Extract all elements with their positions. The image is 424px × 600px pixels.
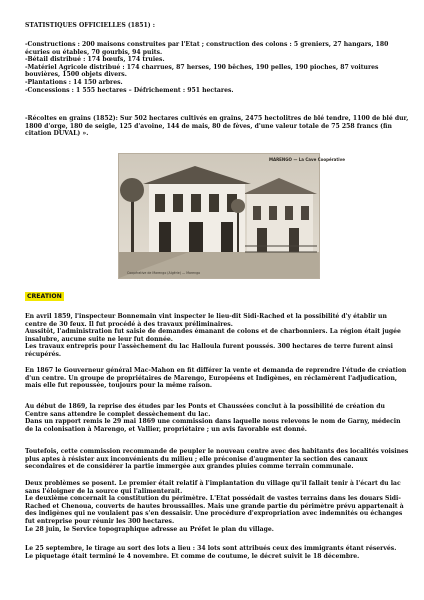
creation-paragraph: Deux problèmes se posent. Le premier était relatif à l'implantation du village qu'il fallait tenir à l'écart du lac sans l'éloigner de la source qui l'alimenterait. Le deuxième concernait la constitution du périmètre. L'Etat possédait de vastes terrains dans les douars Sidi-Rached et Chenoua, couverts de hautes broussailles. Mais une grande partie du périmètre prévu appartenait à des indigènes qui ne voulaient pas s'en dessaisir. Une procédure d'expropriation avec indemnités ou échanges fut entreprise pour réunir les 300 hectares. Le 28 juin, le Service topographique adresse au Préfet le plan du village. [25,480,404,533]
creation-paragraph: Toutefois, cette commission recommande de peupler le nouveau centre avec des habitants des localités voisines plus aptes à résister aux inconvénients du milieu ; elle préconise d'augmenter la section des canaux secondaires et de considérer la partie immergée aux grandes pluies comme terrain communale. [25,448,409,471]
statistics-title: STATISTIQUES OFFICIELLES (1851) : [25,22,155,29]
statistics-list: -Constructions : 200 maisons construites par l'Etat ; construction des colons : 5 greniers, 27 hangars, 180 écuries ou étables, 70 gourbis, 94 puits. -Bétail distribué : 174 bœufs, 174 truies. -Matériel Agricole distribué : 174 charrues, 87 herses, 190 bêches, 190 pelles, 190 pioches, 87 voitures bouvières, 1500 objets divers. -Plantations : 14 150 arbres. -Concessions : 1 555 hectares – Défrichement : 951 hectares. [25,41,389,94]
harvest-paragraph: -Récoltes en grains (1852): Sur 502 hectares cultivés en grains, 2475 hectolitres de blé tendre, 1100 de blé dur, 1800 d'orge, 180 de seigle, 125 d'avoine, 144 de mais, 80 de fèves, d'une valeur totale de 75 258 francs (fin citation DUVAL) ». [25,115,409,138]
creation-section-label: CREATION [27,293,62,300]
creation-paragraph: Au début de 1869, la reprise des études par les Ponts et Chaussées conclut à la possibilité de création du Centre sans attendre le complet dessèchement du lac. Dans un rapport remis le 29 mai 1869 une commission dans laquelle nous relevons le nom de Garny, médecin de la colonisation à Marengo, et Vallier, propriétaire ; un avis favorable est donné. [25,403,401,433]
creation-paragraph: En 1867 le Gouverneur général Mac-Mahon en fit différer la vente et demanda de reprendre l'étude de création d'un centre. Un groupe de propriétaires de Marengo, Européens et Indigènes, en réclamèrent l'adjudication, mais elle fut repoussée, toujours pour la même raison. [25,367,407,390]
cooperative-photo [118,153,345,279]
photo-caption: MARENGO — La Cave Coopérative [269,157,345,162]
photo-credit: Coopérative de Marengo (Algérie) — Marengo [127,271,201,275]
cooperative-building-illustration [119,154,319,278]
creation-paragraph: En avril 1859, l'inspecteur Bonnemain vint inspecter le lieu-dit Sidi-Rached et la possibilité d'y établir un centre de 30 feux. Il fut procédé à des travaux préliminaires. Aussitôt, l'administration fut saisie de demandes émanant de colons et de charbonniers. La région était jugée insalubre, aucune suite ne leur fut donnée. Les travaux entrepris pour l'assèchement du lac Halloula furent poussés. 300 hectares de terre furent ainsi récupérés. [25,313,401,358]
creation-paragraph: Le 25 septembre, le tirage au sort des lots a lieu : 34 lots sont attribués ceux des immigrants étant réservés. Le piquetage était terminé le 4 novembre. Et comme de coutume, le décret suivit le 18 décembre. [25,545,397,560]
